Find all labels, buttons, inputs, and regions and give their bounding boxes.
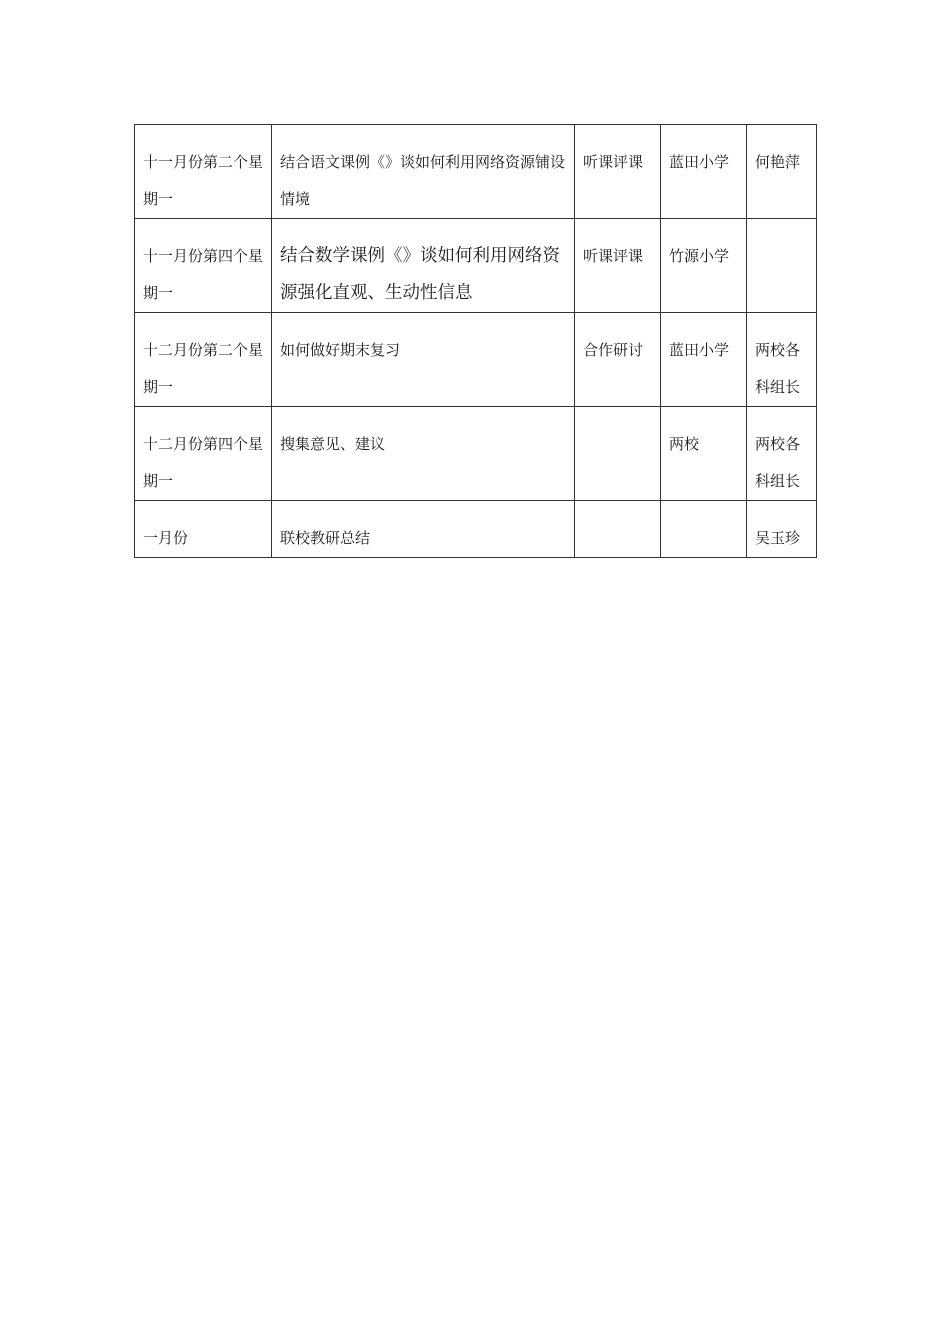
location-cell	[661, 125, 747, 219]
person-text: 吴玉珍	[755, 529, 801, 547]
location-text: 蓝田小学	[669, 153, 730, 171]
time-cell	[135, 125, 272, 219]
format-cell	[575, 219, 661, 313]
format-cell	[575, 501, 661, 558]
format-cell	[575, 125, 661, 219]
location-cell	[661, 219, 747, 313]
person-text: 何艳萍	[755, 153, 801, 171]
person-text: 两校各科组长	[755, 435, 801, 490]
topic-text: 搜集意见、建议	[280, 435, 386, 453]
person-cell	[747, 407, 817, 501]
format-text: 听课评课	[583, 247, 644, 265]
table-row	[135, 501, 817, 558]
table-row	[135, 125, 817, 219]
person-text: 两校各科组长	[755, 341, 801, 396]
time-text: 十二月份第二个星期一	[143, 341, 264, 396]
time-cell	[135, 219, 272, 313]
location-text: 两校	[669, 435, 700, 453]
time-text: 十二月份第四个星期一	[143, 435, 264, 490]
location-cell	[661, 313, 747, 407]
topic-cell	[272, 125, 575, 219]
person-cell	[747, 219, 817, 313]
format-cell	[575, 407, 661, 501]
topic-text: 联校教研总结	[280, 529, 371, 547]
person-cell	[747, 125, 817, 219]
topic-text: 结合数学课例《》谈如何利用网络资源强化直观、生动性信息	[280, 246, 560, 303]
topic-cell	[272, 407, 575, 501]
topic-cell	[272, 219, 575, 313]
person-cell	[747, 313, 817, 407]
time-text: 十一月份第二个星期一	[143, 153, 264, 208]
topic-text: 结合语文课例《》谈如何利用网络资源铺设情境	[280, 153, 566, 208]
topic-cell	[272, 313, 575, 407]
table-row	[135, 313, 817, 407]
topic-text: 如何做好期末复习	[280, 341, 401, 359]
topic-cell	[272, 501, 575, 558]
time-cell	[135, 501, 272, 558]
location-cell	[661, 501, 747, 558]
time-cell	[135, 313, 272, 407]
format-cell	[575, 313, 661, 407]
person-cell	[747, 501, 817, 558]
location-cell	[661, 407, 747, 501]
table-row	[135, 219, 817, 313]
time-text: 一月份	[143, 529, 189, 547]
time-text: 十一月份第四个星期一	[143, 247, 264, 302]
table-row	[135, 407, 817, 501]
format-text: 听课评课	[583, 153, 644, 171]
schedule-table	[134, 124, 817, 558]
format-text: 合作研讨	[583, 341, 644, 359]
location-text: 竹源小学	[669, 247, 730, 265]
time-cell	[135, 407, 272, 501]
location-text: 蓝田小学	[669, 341, 730, 359]
